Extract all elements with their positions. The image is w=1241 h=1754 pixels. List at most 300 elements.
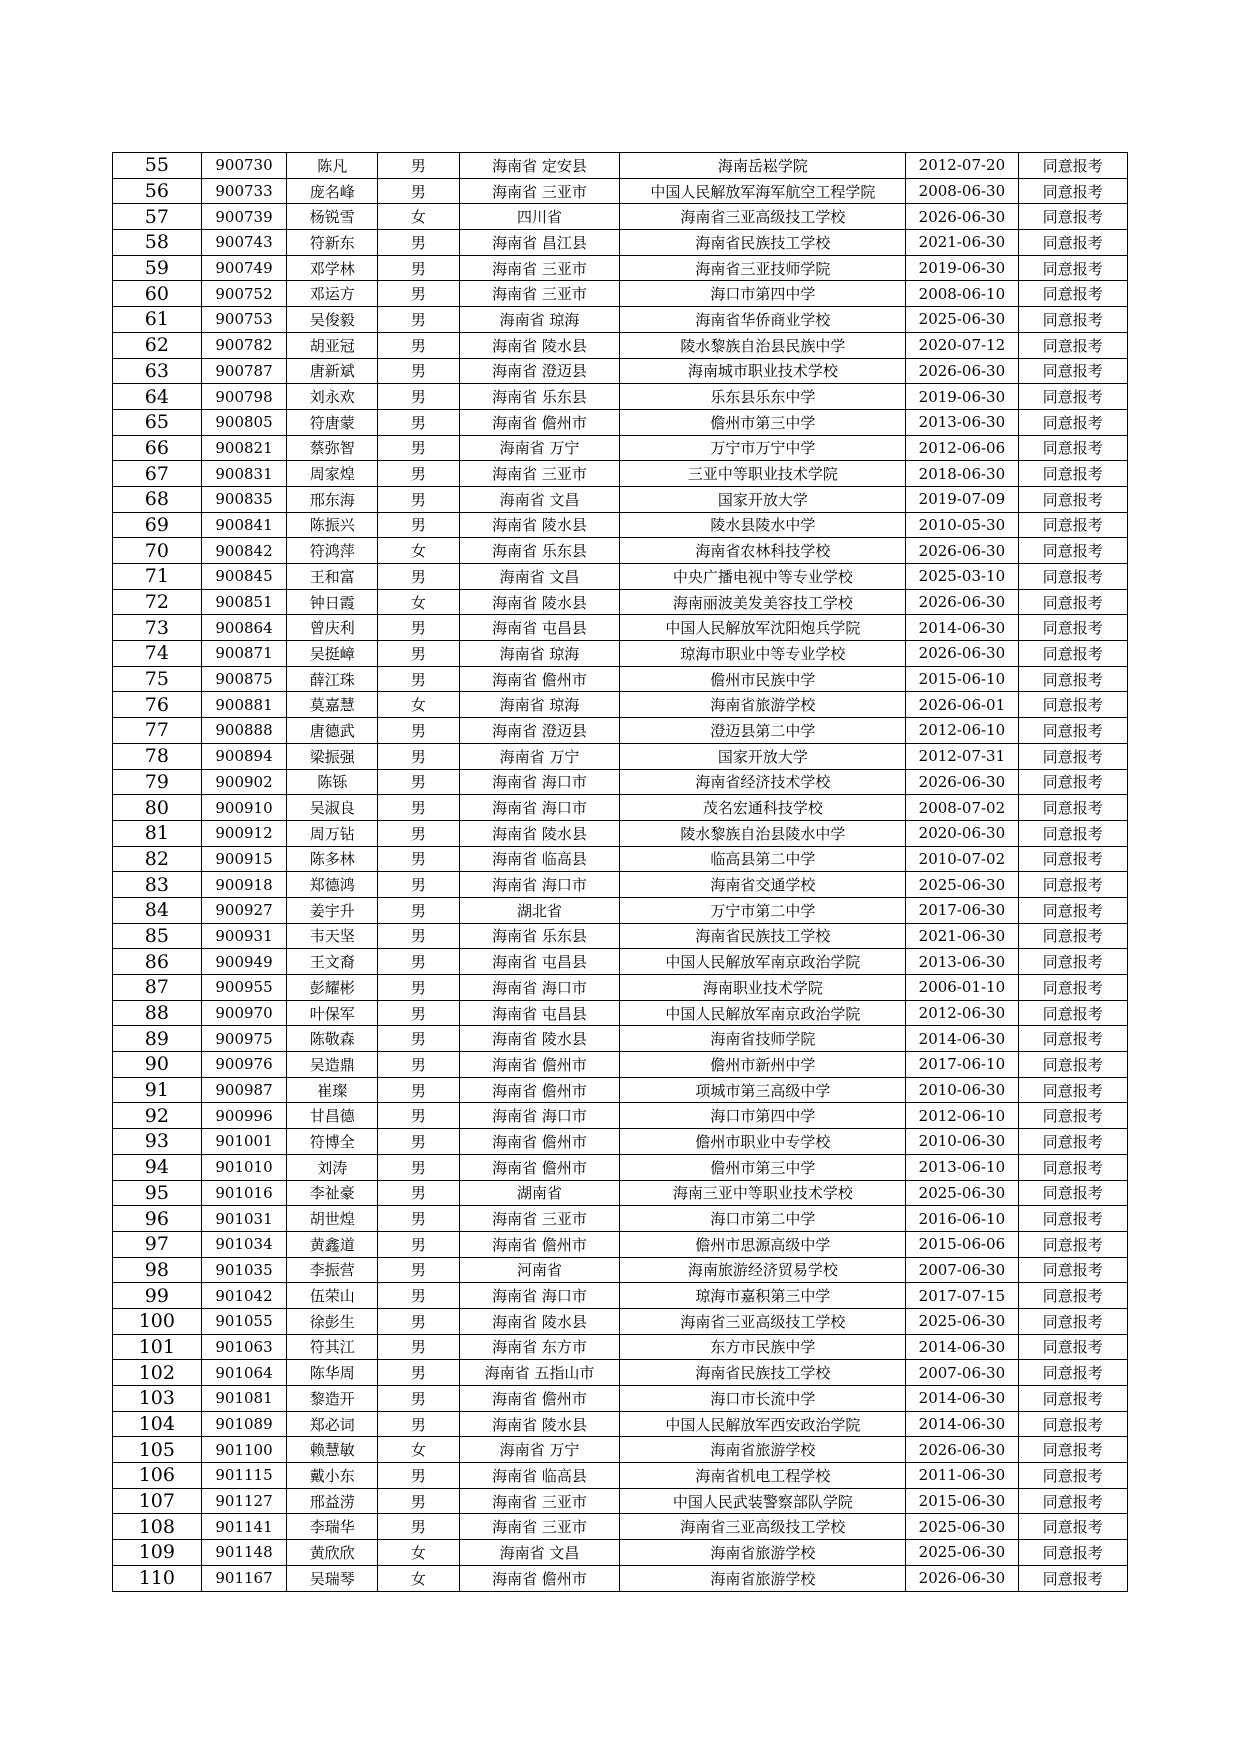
review-status-cell: 同意报考 [1018,1077,1127,1103]
row-number-cell: 99 [113,1283,202,1309]
table-row [113,1334,1128,1360]
native-place-cell: 海南省 陵水县 [459,1026,620,1052]
name-cell: 薛江珠 [287,666,378,692]
review-status-cell: 同意报考 [1018,1000,1127,1026]
graduation-date-cell: 2012-07-20 [906,153,1018,179]
school-cell: 海口市第四中学 [620,1103,906,1129]
graduation-date-cell: 2026-06-30 [906,769,1018,795]
name-cell: 徐彭生 [287,1308,378,1334]
native-place-cell: 海南省 三亚市 [459,461,620,487]
review-status-cell: 同意报考 [1018,1463,1127,1489]
school-cell: 海南省三亚高级技工学校 [620,1514,906,1540]
review-status-cell: 同意报考 [1018,1308,1127,1334]
row-number-cell: 103 [113,1386,202,1412]
row-number-cell: 104 [113,1411,202,1437]
table-row [113,743,1128,769]
row-number-cell: 55 [113,153,202,179]
table-row [113,589,1128,615]
graduation-date-cell: 2010-06-30 [906,1077,1018,1103]
table-row [113,1540,1128,1566]
gender-cell: 男 [378,641,459,667]
school-cell: 中国人民解放军沈阳炮兵学院 [620,615,906,641]
table-row [113,820,1128,846]
review-status-cell: 同意报考 [1018,281,1127,307]
gender-cell: 男 [378,1334,459,1360]
graduation-date-cell: 2008-06-10 [906,281,1018,307]
name-cell: 郑必词 [287,1411,378,1437]
row-number-cell: 68 [113,486,202,512]
name-cell: 吴挺嶂 [287,641,378,667]
graduation-date-cell: 2026-06-01 [906,692,1018,718]
table-row [113,204,1128,230]
gender-cell: 男 [378,846,459,872]
table-row [113,564,1128,590]
graduation-date-cell: 2026-06-30 [906,641,1018,667]
graduation-date-cell: 2026-06-30 [906,1437,1018,1463]
table-row [113,230,1128,256]
gender-cell: 男 [378,897,459,923]
table-row [113,512,1128,538]
native-place-cell: 海南省 海口市 [459,1283,620,1309]
table-row [113,692,1128,718]
row-number-cell: 85 [113,923,202,949]
gender-cell: 女 [378,204,459,230]
graduation-date-cell: 2025-06-30 [906,1308,1018,1334]
name-cell: 李瑞华 [287,1514,378,1540]
row-number-cell: 79 [113,769,202,795]
row-number-cell: 75 [113,666,202,692]
candidate-id-cell: 901042 [201,1283,287,1309]
review-status-cell: 同意报考 [1018,641,1127,667]
review-status-cell: 同意报考 [1018,153,1127,179]
name-cell: 叶保军 [287,1000,378,1026]
name-cell: 邢益涝 [287,1488,378,1514]
gender-cell: 男 [378,769,459,795]
graduation-date-cell: 2017-07-15 [906,1283,1018,1309]
graduation-date-cell: 2006-01-10 [906,975,1018,1001]
native-place-cell: 海南省 琼海 [459,692,620,718]
name-cell: 蔡弥智 [287,435,378,461]
review-status-cell: 同意报考 [1018,1206,1127,1232]
graduation-date-cell: 2025-06-30 [906,872,1018,898]
candidate-id-cell: 900915 [201,846,287,872]
graduation-date-cell: 2007-06-30 [906,1257,1018,1283]
table-row [113,1231,1128,1257]
school-cell: 海南省旅游学校 [620,1565,906,1591]
graduation-date-cell: 2015-06-30 [906,1488,1018,1514]
row-number-cell: 95 [113,1180,202,1206]
review-status-cell: 同意报考 [1018,589,1127,615]
table-row [113,461,1128,487]
row-number-cell: 109 [113,1540,202,1566]
graduation-date-cell: 2015-06-06 [906,1231,1018,1257]
native-place-cell: 海南省 屯昌县 [459,949,620,975]
school-cell: 海南省民族技工学校 [620,923,906,949]
gender-cell: 男 [378,435,459,461]
table-row [113,1411,1128,1437]
graduation-date-cell: 2026-06-30 [906,358,1018,384]
name-cell: 郑德鸿 [287,872,378,898]
candidate-id-cell: 901034 [201,1231,287,1257]
review-status-cell: 同意报考 [1018,307,1127,333]
candidate-id-cell: 900949 [201,949,287,975]
gender-cell: 男 [378,1257,459,1283]
school-cell: 海南省旅游学校 [620,1540,906,1566]
table-row [113,1257,1128,1283]
gender-cell: 男 [378,332,459,358]
native-place-cell: 海南省 文昌 [459,564,620,590]
name-cell: 符其江 [287,1334,378,1360]
name-cell: 邢东海 [287,486,378,512]
row-number-cell: 80 [113,795,202,821]
native-place-cell: 海南省 万宁 [459,435,620,461]
school-cell: 海南省民族技工学校 [620,230,906,256]
table-row [113,872,1128,898]
graduation-date-cell: 2013-06-30 [906,409,1018,435]
table-row [113,153,1128,179]
school-cell: 海南省旅游学校 [620,1437,906,1463]
table-row [113,435,1128,461]
candidate-id-cell: 900730 [201,153,287,179]
row-number-cell: 65 [113,409,202,435]
table-row [113,1206,1128,1232]
name-cell: 戴小东 [287,1463,378,1489]
school-cell: 儋州市职业中专学校 [620,1129,906,1155]
candidate-id-cell: 900787 [201,358,287,384]
name-cell: 莫嘉慧 [287,692,378,718]
native-place-cell: 海南省 三亚市 [459,1206,620,1232]
school-cell: 三亚中等职业技术学院 [620,461,906,487]
review-status-cell: 同意报考 [1018,975,1127,1001]
native-place-cell: 海南省 五指山市 [459,1360,620,1386]
candidate-id-cell: 901148 [201,1540,287,1566]
candidate-id-cell: 900864 [201,615,287,641]
native-place-cell: 海南省 万宁 [459,1437,620,1463]
review-status-cell: 同意报考 [1018,255,1127,281]
review-status-cell: 同意报考 [1018,1103,1127,1129]
graduation-date-cell: 2007-06-30 [906,1360,1018,1386]
review-status-cell: 同意报考 [1018,486,1127,512]
graduation-date-cell: 2018-06-30 [906,461,1018,487]
school-cell: 儋州市新州中学 [620,1052,906,1078]
gender-cell: 男 [378,230,459,256]
table-row [113,1386,1128,1412]
table-row [113,1463,1128,1489]
row-number-cell: 76 [113,692,202,718]
graduation-date-cell: 2012-06-10 [906,718,1018,744]
candidate-id-cell: 900970 [201,1000,287,1026]
native-place-cell: 海南省 乐东县 [459,538,620,564]
row-number-cell: 88 [113,1000,202,1026]
table-row [113,1154,1128,1180]
review-status-cell: 同意报考 [1018,949,1127,975]
candidate-id-cell: 901010 [201,1154,287,1180]
name-cell: 刘永欢 [287,384,378,410]
candidate-id-cell: 900841 [201,512,287,538]
gender-cell: 男 [378,1463,459,1489]
review-status-cell: 同意报考 [1018,332,1127,358]
review-status-cell: 同意报考 [1018,692,1127,718]
name-cell: 唐德武 [287,718,378,744]
name-cell: 符新东 [287,230,378,256]
school-cell: 海南职业技术学院 [620,975,906,1001]
table-row [113,1000,1128,1026]
candidate-id-cell: 900912 [201,820,287,846]
school-cell: 中国人民解放军南京政治学院 [620,949,906,975]
gender-cell: 男 [378,1231,459,1257]
table-row [113,1283,1128,1309]
candidate-id-cell: 901127 [201,1488,287,1514]
native-place-cell: 海南省 琼海 [459,641,620,667]
school-cell: 陵水县陵水中学 [620,512,906,538]
graduation-date-cell: 2015-06-10 [906,666,1018,692]
table-row [113,409,1128,435]
name-cell: 甘昌德 [287,1103,378,1129]
graduation-date-cell: 2013-06-10 [906,1154,1018,1180]
gender-cell: 男 [378,1283,459,1309]
row-number-cell: 74 [113,641,202,667]
row-number-cell: 56 [113,178,202,204]
school-cell: 海南省交通学校 [620,872,906,898]
row-number-cell: 87 [113,975,202,1001]
school-cell: 海南省三亚技师学院 [620,255,906,281]
school-cell: 儋州市思源高级中学 [620,1231,906,1257]
gender-cell: 男 [378,615,459,641]
candidate-id-cell: 900871 [201,641,287,667]
native-place-cell: 海南省 陵水县 [459,1308,620,1334]
native-place-cell: 海南省 海口市 [459,1103,620,1129]
table-row [113,1437,1128,1463]
graduation-date-cell: 2012-06-10 [906,1103,1018,1129]
native-place-cell: 海南省 陵水县 [459,332,620,358]
name-cell: 李振营 [287,1257,378,1283]
graduation-date-cell: 2025-06-30 [906,1180,1018,1206]
school-cell: 中国人民武装警察部队学院 [620,1488,906,1514]
name-cell: 彭耀彬 [287,975,378,1001]
native-place-cell: 海南省 屯昌县 [459,1000,620,1026]
review-status-cell: 同意报考 [1018,1231,1127,1257]
candidate-id-cell: 901055 [201,1308,287,1334]
gender-cell: 男 [378,1052,459,1078]
row-number-cell: 77 [113,718,202,744]
name-cell: 陈凡 [287,153,378,179]
candidate-id-cell: 900805 [201,409,287,435]
native-place-cell: 海南省 琼海 [459,307,620,333]
row-number-cell: 62 [113,332,202,358]
school-cell: 海南旅游经济贸易学校 [620,1257,906,1283]
native-place-cell: 海南省 澄迈县 [459,718,620,744]
school-cell: 乐东县乐东中学 [620,384,906,410]
table-row [113,1514,1128,1540]
table-row [113,538,1128,564]
native-place-cell: 海南省 临高县 [459,846,620,872]
gender-cell: 女 [378,692,459,718]
native-place-cell: 湖南省 [459,1180,620,1206]
name-cell: 伍荣山 [287,1283,378,1309]
name-cell: 陈华周 [287,1360,378,1386]
school-cell: 海南省民族技工学校 [620,1360,906,1386]
candidate-id-cell: 900987 [201,1077,287,1103]
graduation-date-cell: 2008-06-30 [906,178,1018,204]
candidate-id-cell: 901081 [201,1386,287,1412]
school-cell: 海南省农林科技学校 [620,538,906,564]
native-place-cell: 海南省 文昌 [459,1540,620,1566]
table-row [113,486,1128,512]
candidate-id-cell: 901141 [201,1514,287,1540]
row-number-cell: 86 [113,949,202,975]
gender-cell: 男 [378,512,459,538]
graduation-date-cell: 2010-07-02 [906,846,1018,872]
name-cell: 黄鑫道 [287,1231,378,1257]
name-cell: 黄欣欣 [287,1540,378,1566]
candidate-id-cell: 900821 [201,435,287,461]
review-status-cell: 同意报考 [1018,1129,1127,1155]
row-number-cell: 82 [113,846,202,872]
candidate-id-cell: 900881 [201,692,287,718]
row-number-cell: 110 [113,1565,202,1591]
native-place-cell: 海南省 儋州市 [459,1231,620,1257]
graduation-date-cell: 2025-06-30 [906,1514,1018,1540]
row-number-cell: 94 [113,1154,202,1180]
table-row [113,384,1128,410]
candidate-id-cell: 900976 [201,1052,287,1078]
native-place-cell: 海南省 昌江县 [459,230,620,256]
name-cell: 陈铄 [287,769,378,795]
school-cell: 中国人民解放军西安政治学院 [620,1411,906,1437]
candidate-id-cell: 900845 [201,564,287,590]
native-place-cell: 海南省 东方市 [459,1334,620,1360]
row-number-cell: 98 [113,1257,202,1283]
candidate-id-cell: 901035 [201,1257,287,1283]
table-row [113,1308,1128,1334]
name-cell: 王和富 [287,564,378,590]
candidate-id-cell: 900888 [201,718,287,744]
review-status-cell: 同意报考 [1018,461,1127,487]
row-number-cell: 78 [113,743,202,769]
graduation-date-cell: 2026-06-30 [906,538,1018,564]
name-cell: 胡世煌 [287,1206,378,1232]
native-place-cell: 海南省 乐东县 [459,384,620,410]
gender-cell: 男 [378,1514,459,1540]
name-cell: 姜宇升 [287,897,378,923]
gender-cell: 男 [378,975,459,1001]
gender-cell: 男 [378,820,459,846]
school-cell: 海南省三亚高级技工学校 [620,204,906,230]
name-cell: 杨锐雪 [287,204,378,230]
table-row [113,178,1128,204]
school-cell: 儋州市第三中学 [620,409,906,435]
review-status-cell: 同意报考 [1018,743,1127,769]
graduation-date-cell: 2021-06-30 [906,923,1018,949]
name-cell: 吴瑞琴 [287,1565,378,1591]
row-number-cell: 84 [113,897,202,923]
native-place-cell: 海南省 定安县 [459,153,620,179]
name-cell: 陈多林 [287,846,378,872]
candidate-id-cell: 901031 [201,1206,287,1232]
native-place-cell: 海南省 三亚市 [459,281,620,307]
graduation-date-cell: 2019-06-30 [906,384,1018,410]
graduation-date-cell: 2021-06-30 [906,230,1018,256]
candidate-id-cell: 900842 [201,538,287,564]
review-status-cell: 同意报考 [1018,1437,1127,1463]
gender-cell: 男 [378,1488,459,1514]
name-cell: 赖慧敏 [287,1437,378,1463]
table-row [113,1026,1128,1052]
native-place-cell: 海南省 陵水县 [459,820,620,846]
review-status-cell: 同意报考 [1018,1540,1127,1566]
table-row [113,923,1128,949]
gender-cell: 男 [378,1206,459,1232]
candidate-id-cell: 900752 [201,281,287,307]
school-cell: 海南省技师学院 [620,1026,906,1052]
candidate-id-cell: 900902 [201,769,287,795]
gender-cell: 男 [378,307,459,333]
graduation-date-cell: 2026-06-30 [906,204,1018,230]
table-row [113,1052,1128,1078]
row-number-cell: 89 [113,1026,202,1052]
graduation-date-cell: 2010-06-30 [906,1129,1018,1155]
name-cell: 曾庆利 [287,615,378,641]
graduation-date-cell: 2026-06-30 [906,1565,1018,1591]
graduation-date-cell: 2014-06-30 [906,1386,1018,1412]
name-cell: 吴造鼎 [287,1052,378,1078]
native-place-cell: 海南省 海口市 [459,872,620,898]
review-status-cell: 同意报考 [1018,1514,1127,1540]
candidate-id-cell: 900875 [201,666,287,692]
gender-cell: 男 [378,358,459,384]
table-row [113,1077,1128,1103]
row-number-cell: 108 [113,1514,202,1540]
table-row [113,1565,1128,1591]
name-cell: 陈敬森 [287,1026,378,1052]
gender-cell: 男 [378,1154,459,1180]
native-place-cell: 海南省 海口市 [459,769,620,795]
graduation-date-cell: 2012-06-30 [906,1000,1018,1026]
gender-cell: 男 [378,923,459,949]
school-cell: 儋州市第三中学 [620,1154,906,1180]
school-cell: 海南省经济技术学校 [620,769,906,795]
gender-cell: 男 [378,743,459,769]
native-place-cell: 海南省 儋州市 [459,1154,620,1180]
gender-cell: 男 [378,409,459,435]
candidate-id-cell: 900733 [201,178,287,204]
school-cell: 海南省三亚高级技工学校 [620,1308,906,1334]
school-cell: 海口市长流中学 [620,1386,906,1412]
gender-cell: 男 [378,281,459,307]
table-row [113,641,1128,667]
gender-cell: 女 [378,589,459,615]
table-row [113,1103,1128,1129]
school-cell: 临高县第二中学 [620,846,906,872]
candidate-id-cell: 900975 [201,1026,287,1052]
gender-cell: 男 [378,384,459,410]
school-cell: 中国人民解放军海军航空工程学院 [620,178,906,204]
graduation-date-cell: 2025-06-30 [906,307,1018,333]
name-cell: 钟日霞 [287,589,378,615]
table-row [113,1180,1128,1206]
school-cell: 万宁市万宁中学 [620,435,906,461]
school-cell: 国家开放大学 [620,486,906,512]
native-place-cell: 海南省 万宁 [459,743,620,769]
row-number-cell: 67 [113,461,202,487]
row-number-cell: 97 [113,1231,202,1257]
row-number-cell: 63 [113,358,202,384]
native-place-cell: 海南省 三亚市 [459,255,620,281]
graduation-date-cell: 2020-06-30 [906,820,1018,846]
candidate-id-cell: 900798 [201,384,287,410]
candidate-id-cell: 900927 [201,897,287,923]
table-row [113,846,1128,872]
